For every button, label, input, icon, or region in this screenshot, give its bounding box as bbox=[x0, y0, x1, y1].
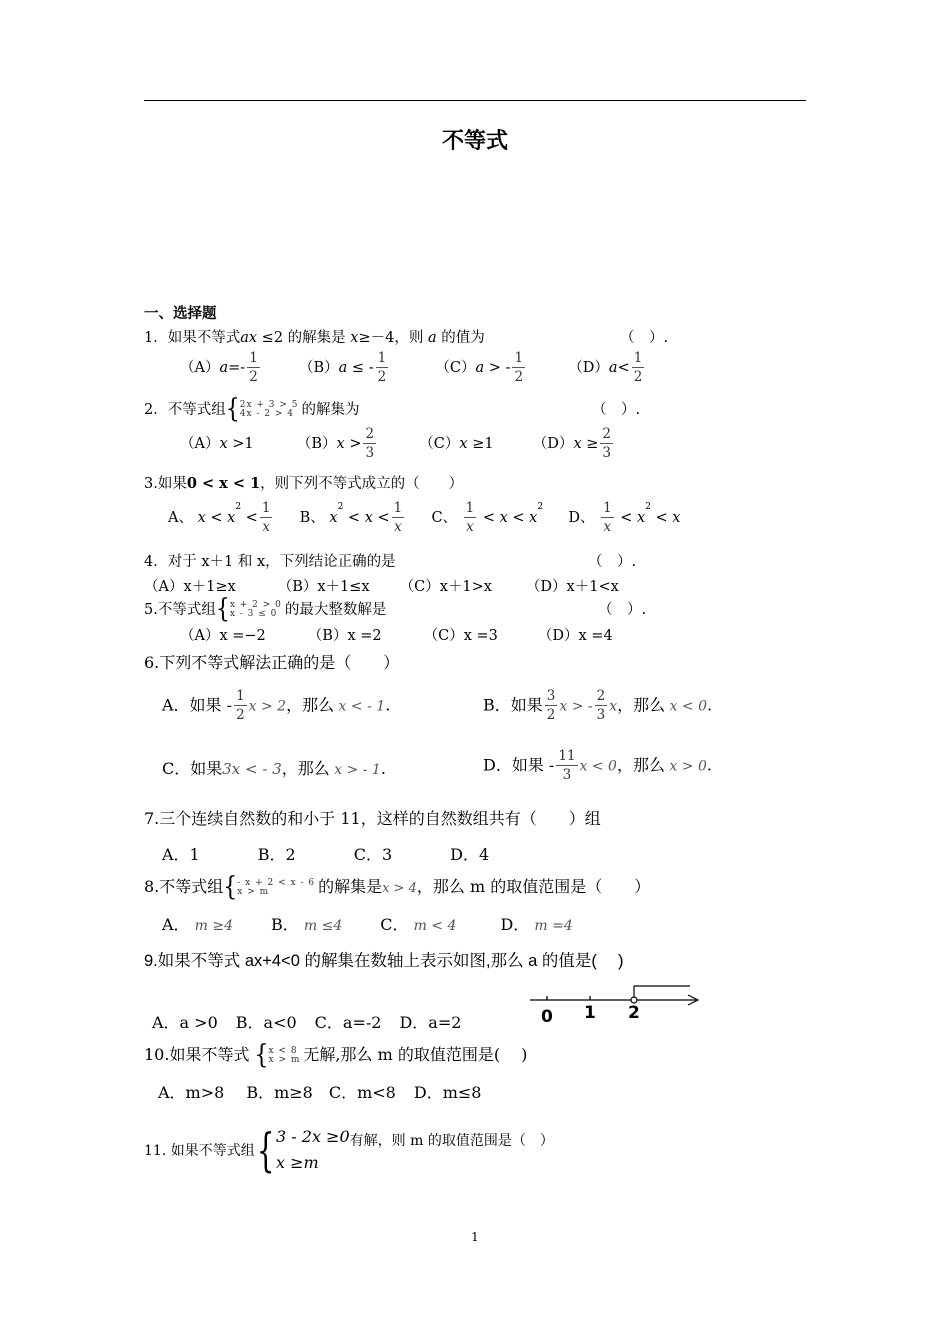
option-b[interactable]: B．a<0 bbox=[235, 1013, 297, 1032]
tick-label-0: 0 bbox=[541, 1007, 553, 1027]
question-6-option-a[interactable]: A．如果 - $\frac{1}{2}$ x > 2，那么 x < - 1. bbox=[162, 688, 391, 723]
tick-label-2: 2 bbox=[628, 1003, 640, 1023]
question-5: 5.不等式组{ x + 2 > 0 x - 3 ≤ 0 的最大整数解是 bbox=[144, 594, 387, 625]
option-d[interactable]: D．4 bbox=[450, 845, 490, 864]
option-b[interactable]: （B）x＋1≤x bbox=[277, 579, 370, 595]
section-heading: 一、选择题 bbox=[144, 306, 217, 322]
question-2-options bbox=[180, 428, 615, 460]
question-1: 1．如果不等式ax ≤2 的解集是 x≥－4，则 a 的值为 bbox=[144, 330, 485, 346]
question-2-paren: （ ）. bbox=[592, 402, 641, 418]
system-line-1: 3 - 2x ≥0 bbox=[276, 1127, 350, 1146]
system-line-2: x ≥m bbox=[276, 1153, 319, 1172]
question-4-options bbox=[144, 575, 619, 596]
question-1-paren: （ ）. bbox=[620, 330, 669, 346]
tick-label-1: 1 bbox=[584, 1003, 596, 1023]
header-rule bbox=[144, 100, 806, 101]
option-c[interactable]: （C）x ≥1 bbox=[419, 436, 494, 452]
option-b[interactable]: B．m≥8 bbox=[246, 1083, 313, 1102]
question-1-options bbox=[180, 352, 646, 384]
option-b[interactable]: （B）a ≤ - $\frac{1}{2}$ bbox=[299, 350, 387, 385]
option-d[interactable]: D．a=2 bbox=[399, 1013, 462, 1032]
question-11: 11. 如果不等式组 { 3 - 2x ≥0 x ≥m 有解，则 m 的取值范围是（ ） bbox=[144, 1123, 554, 1177]
inequality-system: 2x + 3 > 5 4x - 2 > 4 bbox=[239, 400, 299, 419]
option-d[interactable]: D．m≤8 bbox=[413, 1083, 482, 1102]
question-7-options bbox=[162, 842, 489, 865]
question-9-options bbox=[152, 1010, 461, 1033]
question-5-options bbox=[180, 624, 613, 645]
option-c[interactable]: C．a=-2 bbox=[314, 1013, 382, 1032]
question-4-paren: （ ）. bbox=[588, 554, 637, 570]
question-4: 4．对于 x＋1 和 x，下列结论正确的是 bbox=[144, 554, 396, 570]
number-line-figure bbox=[526, 980, 706, 1028]
question-8: 8.不等式组{ - x + 2 < x - 6 x > m 的解集是x > 4，那么 m 的取值范围是（ ） bbox=[144, 871, 651, 902]
page-title: 不等式 bbox=[441, 129, 508, 154]
option-b[interactable]: B、 $x^2 < x$ < $\frac{1}{x}$ bbox=[299, 500, 403, 535]
option-a[interactable]: A．1 bbox=[162, 845, 200, 864]
option-a[interactable]: （A）a=- $\frac{1}{2}$ bbox=[180, 350, 258, 385]
option-a[interactable]: （A）x >1 bbox=[180, 436, 254, 452]
option-c[interactable]: C．3 bbox=[353, 845, 393, 864]
option-d[interactable]: （D）x＋1<x bbox=[525, 579, 619, 595]
option-c[interactable]: C． m < 4 bbox=[380, 915, 457, 934]
option-c[interactable]: C．m<8 bbox=[328, 1083, 396, 1102]
question-10: 10.如果不等式 { x < 8 x > m 无解,那么 m 的取值范围是( ) bbox=[144, 1039, 528, 1070]
option-d[interactable]: D． m =4 bbox=[500, 915, 573, 934]
option-a[interactable]: （A）x＋1≥x bbox=[144, 579, 236, 595]
option-b[interactable]: B． m ≤4 bbox=[271, 915, 343, 934]
option-d[interactable]: （D）x ≥ $\frac{2}{3}$ bbox=[532, 426, 611, 461]
option-c[interactable]: （C）x＋1>x bbox=[399, 579, 492, 595]
question-6-option-b[interactable]: B．如果 $\frac{3}{2}$ x > - $\frac{2}{3}$ x，那么 x < 0. bbox=[483, 688, 713, 723]
option-c[interactable]: C、 $\frac{1}{x}$ < $x < x^2$ bbox=[431, 500, 544, 535]
question-3: 3.如果0 < x < 1，则下列不等式成立的（ ） bbox=[144, 475, 464, 492]
option-a[interactable]: A．m>8 bbox=[158, 1083, 225, 1102]
option-a[interactable]: A． m ≥4 bbox=[162, 915, 234, 934]
question-6-option-c[interactable]: C．如果3x < - 3，那么 x > - 1. bbox=[162, 759, 386, 778]
question-5-paren: （ ）. bbox=[598, 602, 647, 618]
option-d[interactable]: （D）a< $\frac{1}{2}$ bbox=[568, 350, 643, 385]
option-a[interactable]: A．a >0 bbox=[152, 1013, 218, 1032]
question-9: 9.如果不等式 ax+4<0 的解集在数轴上表示如图,那么 a 的值是( ) bbox=[144, 952, 624, 970]
option-d[interactable]: （D）x =4 bbox=[537, 628, 613, 644]
option-c[interactable]: （C）a > - $\frac{1}{2}$ bbox=[435, 350, 524, 385]
inequality-system: x < 8 x > m bbox=[268, 1045, 301, 1065]
option-d[interactable]: D、 $\frac{1}{x}$ < $x^2 < x$ bbox=[568, 500, 681, 535]
option-b[interactable]: B．2 bbox=[257, 845, 296, 864]
question-8-options bbox=[162, 912, 573, 935]
page-number: 1 bbox=[471, 1230, 479, 1244]
question-10-options bbox=[158, 1080, 481, 1103]
question-3-options bbox=[168, 502, 680, 534]
option-a[interactable]: （A）x =−2 bbox=[180, 628, 266, 644]
inequality-system: - x + 2 < x - 6 x > m bbox=[237, 877, 316, 897]
option-a[interactable]: A、 $x < x^2$ < $\frac{1}{x}$ bbox=[168, 500, 271, 535]
question-7: 7.三个连续自然数的和小于 11，这样的自然数组共有（ ）组 bbox=[144, 809, 601, 828]
question-6-option-d[interactable]: D．如果 - $\frac{11}{3}$ x < 0，那么 x > 0. bbox=[483, 748, 712, 783]
option-c[interactable]: （C）x =3 bbox=[423, 628, 498, 644]
inequality-system: x + 2 > 0 x - 3 ≤ 0 bbox=[229, 600, 282, 619]
question-6: 6.下列不等式解法正确的是（ ） bbox=[144, 653, 400, 672]
question-2: 2．不等式组{ 2x + 3 > 5 4x - 2 > 4 的解集为 bbox=[144, 394, 360, 425]
option-b[interactable]: （B）x =2 bbox=[307, 628, 382, 644]
option-b[interactable]: （B）x > $\frac{2}{3}$ bbox=[296, 426, 375, 461]
